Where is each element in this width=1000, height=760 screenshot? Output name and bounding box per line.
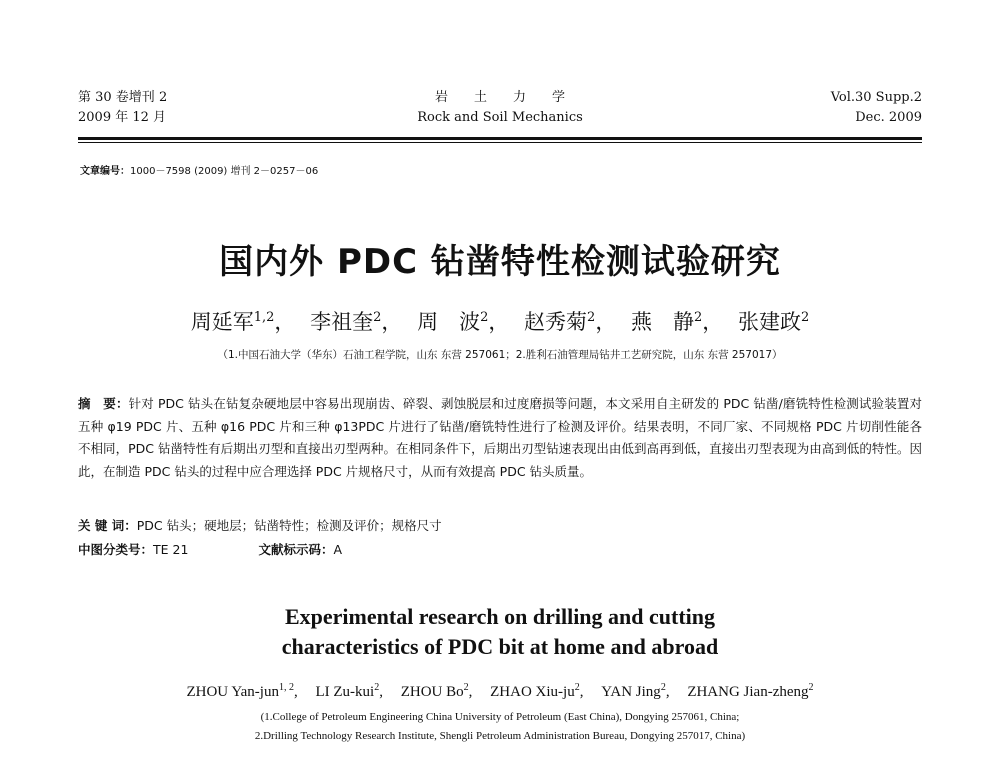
header-rule-thin bbox=[78, 142, 922, 143]
author-zh: 周 波$^2$， bbox=[417, 310, 510, 334]
paper-title-en bbox=[0, 602, 1000, 662]
author-en: YAN Jing$^2$, bbox=[601, 682, 670, 700]
author-zh: 燕 静$^2$， bbox=[631, 310, 724, 334]
affiliation-en-line2: 2.Drilling Technology Research Institute, Shengli Petroleum Administration Bureau, Dongying 257017, China) bbox=[254, 730, 746, 742]
journal-name-zh: 岩土力学 bbox=[434, 90, 591, 105]
author-en: ZHANG Jian-zheng$^2$ bbox=[687, 682, 814, 700]
issue-volume-en: Vol.30 Supp.2 bbox=[830, 90, 922, 105]
doc-code-label: 文献标示码： bbox=[258, 542, 334, 557]
keywords-text: PDC 钻头；硬地层；钻凿特性；检测及评价；规格尺寸 bbox=[136, 518, 442, 533]
author-zh: 张建政$^2$ bbox=[737, 310, 810, 334]
header-rule-thick bbox=[78, 137, 922, 140]
issue-date-en: Dec. 2009 bbox=[855, 110, 922, 125]
author-en: ZHAO Xiu-$ju^2$, bbox=[490, 682, 584, 700]
article-number-value: 1000－7598 (2009) 增刊 2－0257－06 bbox=[130, 166, 319, 177]
doc-code-value: A bbox=[333, 542, 343, 557]
abstract-label: 摘 要： bbox=[78, 396, 129, 411]
article-number bbox=[80, 162, 318, 177]
paper-title-en-line1: Experimental research on drilling and cutting bbox=[284, 604, 716, 629]
keywords-zh bbox=[78, 516, 442, 534]
clc-value: TE 21 bbox=[153, 542, 189, 557]
authors-zh bbox=[0, 306, 1000, 336]
author-en: ZHOU Bo$^2$, bbox=[400, 682, 473, 700]
author-en: LI Zu-kui$^2$, bbox=[315, 682, 383, 700]
journal-issue-en bbox=[831, 88, 922, 128]
classification-line bbox=[78, 540, 342, 558]
authors-en bbox=[0, 682, 1000, 701]
affiliation-en bbox=[0, 708, 1000, 746]
affiliation-en-line1: (1.College of Petroleum Engineering China University of Petroleum (East China), Dongying 257061, China; bbox=[260, 711, 740, 723]
abstract-text: 针对 PDC 钻头在钻复杂硬地层中容易出现崩齿、碎裂、剥蚀脱层和过度磨损等问题，本文采用自主研发的 PDC 钻凿/磨铣特性检测试验装置对五种 φ19 PDC 片、五种 φ16 PDC 片和三种 φ13PDC 片进行了钻凿/磨铣特性进行了检测及评价。结果表明，不同厂家、不同规格 PDC 片切削性能各不相同，PDC 钻凿特性有后期出刃型和直接出刃型两种。在相同条件下，后期出刃型钻速表现出由低到高再到低，直接出刃型表现为由高到低的特性。因此，在制造 PDC 钻头的过程中应合理选择 PDC 片规格尺寸，从而有效提高 PDC 钻头质量。 bbox=[78, 396, 922, 479]
abstract-zh bbox=[78, 393, 922, 483]
affiliation-zh: （1.中国石油大学（华东）石油工程学院，山东 东营 257061；2.胜利石油管理局钻井工艺研究院，山东 东营 257017） bbox=[217, 349, 783, 361]
author-zh: 周延军$^{1,2}$， bbox=[190, 310, 296, 334]
issue-volume-zh: 第 30 卷增刊 2 bbox=[78, 90, 168, 105]
paper-title-en-line2: characteristics of PDC bit at home and abroad bbox=[281, 634, 719, 659]
paper-title-zh: 国内外 PDC 钻凿特性检测试验研究 bbox=[219, 242, 781, 282]
keywords-label: 关 键 词： bbox=[78, 518, 137, 533]
clc-label: 中图分类号： bbox=[78, 542, 154, 557]
author-zh: 李祖奎$^2$， bbox=[310, 310, 403, 334]
article-number-label: 文章编号： bbox=[80, 166, 130, 177]
journal-name-en: Rock and Soil Mechanics bbox=[417, 110, 583, 125]
author-zh: 赵秀菊$^2$， bbox=[524, 310, 617, 334]
issue-date-zh: 2009 年 12 月 bbox=[78, 110, 167, 125]
author-en: ZHOU Yan-jun$^{1, 2}$, bbox=[186, 682, 298, 700]
